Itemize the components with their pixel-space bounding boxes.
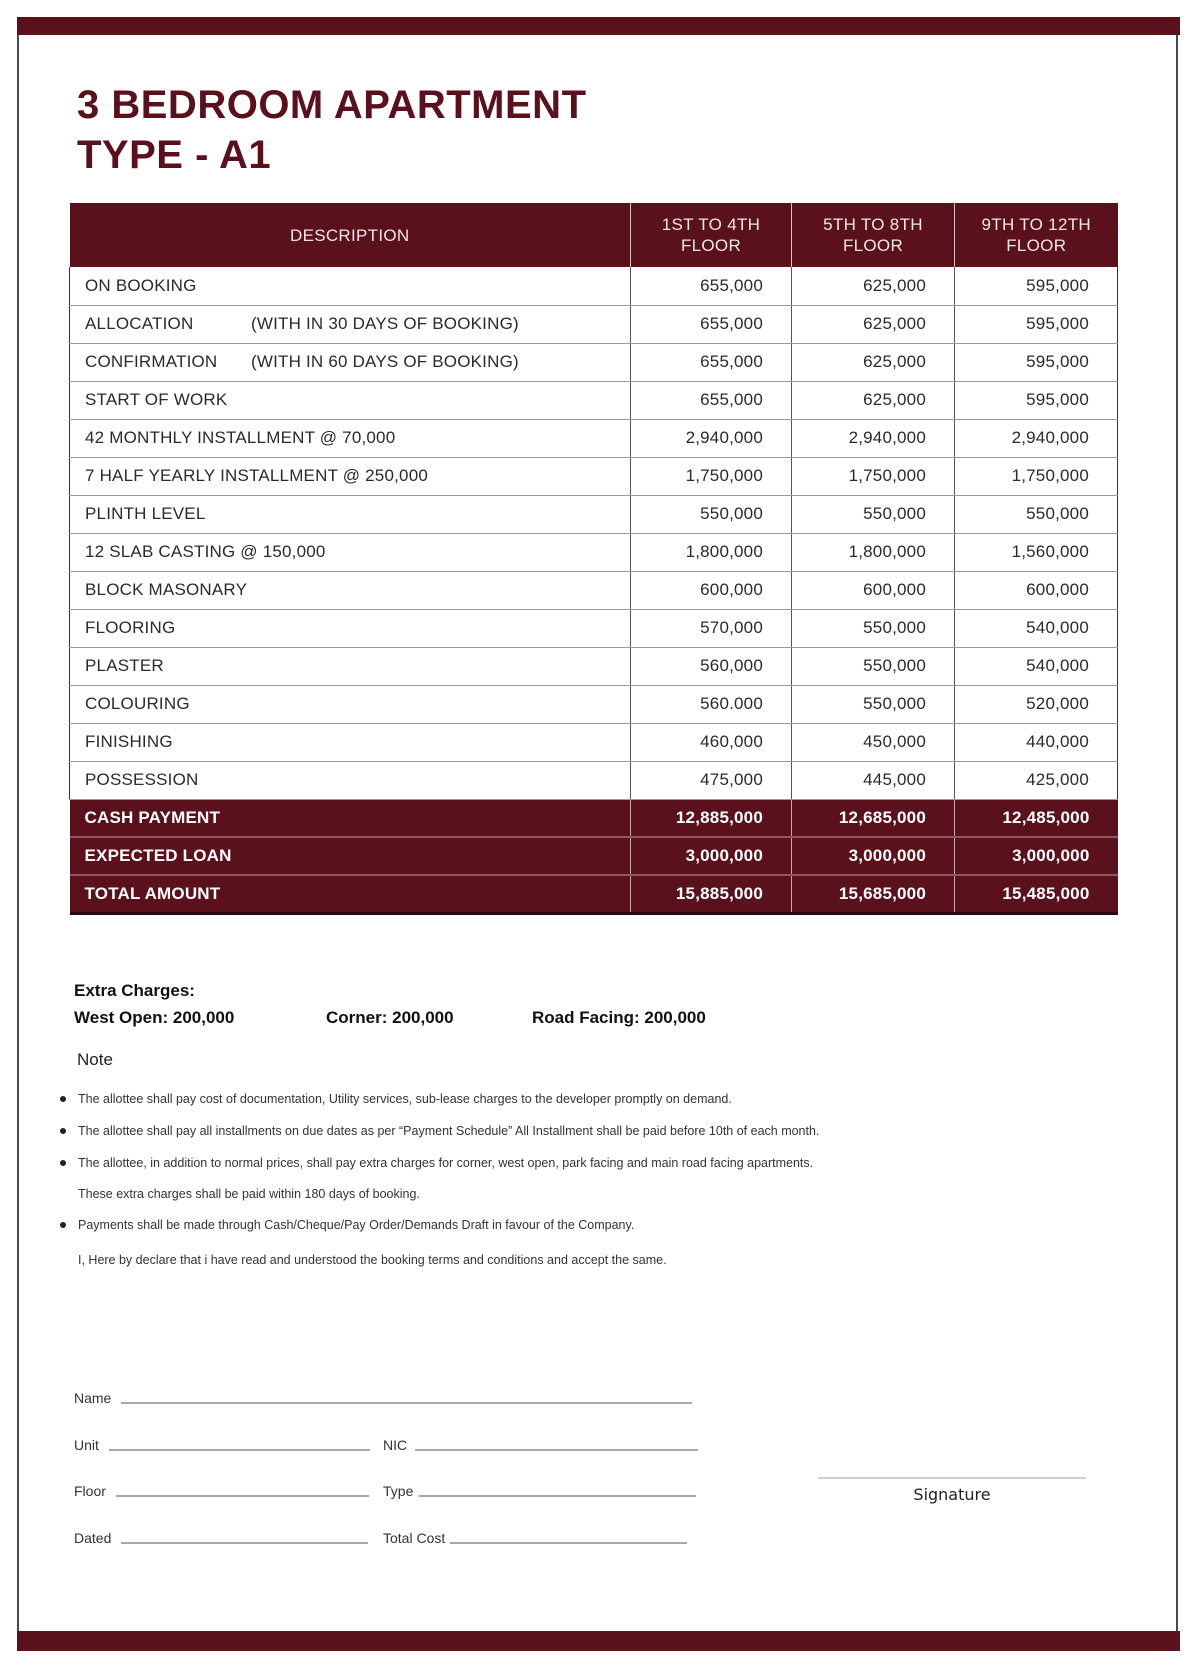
total-cost-field[interactable] (450, 1542, 687, 1544)
dated-field[interactable] (121, 1542, 368, 1544)
cell-floor-5-8: 445,000 (792, 761, 955, 799)
cell-floor-1-4: 475,000 (631, 761, 792, 799)
cell-floor-9-12: 440,000 (955, 723, 1118, 761)
cell-floor-9-12: 425,000 (955, 761, 1118, 799)
table-header-row (70, 203, 1118, 267)
cell-floor-1-4: 570,000 (631, 609, 792, 647)
top-accent-bar (17, 17, 1180, 35)
table-row (70, 267, 1118, 305)
form-row-name (74, 1389, 692, 1407)
header-floor-1-4 (631, 203, 792, 267)
table-row (70, 457, 1118, 495)
note-item (58, 1083, 819, 1115)
nic-field[interactable] (415, 1449, 698, 1451)
cell-floor-1-4: 600,000 (631, 571, 792, 609)
cell-floor-1-4: 655,000 (631, 381, 792, 419)
bullet-icon (60, 1160, 66, 1166)
cell-floor-9-12: 600,000 (955, 571, 1118, 609)
cell-floor-1-4: 460,000 (631, 723, 792, 761)
row-description (70, 267, 631, 305)
cell-floor-5-8: 450,000 (792, 723, 955, 761)
row-label: CONFIRMATION (85, 352, 218, 371)
extra-charges-heading: Extra Charges: (74, 981, 195, 1000)
form-row-type (383, 1482, 696, 1500)
row-description: COLOURING (70, 685, 631, 723)
cell-floor-1-4: 655,000 (631, 267, 792, 305)
cell-floor-1-4: 560.000 (631, 685, 792, 723)
table-row (70, 609, 1118, 647)
summary-floor-5-8: 12,685,000 (792, 799, 955, 837)
row-description: PLASTER (70, 647, 631, 685)
summary-label: CASH PAYMENT (70, 799, 631, 837)
cell-floor-9-12: 595,000 (955, 305, 1118, 343)
summary-floor-1-4: 15,885,000 (631, 875, 792, 913)
summary-label: TOTAL AMOUNT (70, 875, 631, 913)
row-description: FLOORING (70, 609, 631, 647)
note-text: Payments shall be made through Cash/Cheque/Pay Order/Demands Draft in favour of the Company. (78, 1218, 635, 1232)
type-label: Type (383, 1483, 414, 1499)
summary-floor-9-12: 15,485,000 (955, 875, 1118, 913)
cell-floor-5-8: 1,750,000 (792, 457, 955, 495)
cell-floor-1-4: 560,000 (631, 647, 792, 685)
note-text: The allottee, in addition to normal prices, shall pay extra charges for corner, west open, park facing and main road facing apartments. (78, 1156, 814, 1170)
table-row (70, 419, 1118, 457)
unit-field[interactable] (109, 1449, 370, 1451)
row-description: BLOCK MASONARY (70, 571, 631, 609)
note-item (58, 1147, 819, 1209)
summary-row-expected-loan (70, 837, 1118, 875)
cell-floor-9-12: 595,000 (955, 343, 1118, 381)
type-field[interactable] (419, 1495, 696, 1497)
table-row (70, 533, 1118, 571)
summary-row-cash-payment (70, 799, 1118, 837)
bottom-accent-bar (17, 1631, 1180, 1651)
floor-label: Floor (74, 1483, 106, 1499)
row-description: 7 HALF YEARLY INSTALLMENT @ 250,000 (70, 457, 631, 495)
summary-floor-1-4: 12,885,000 (631, 799, 792, 837)
cell-floor-9-12: 1,560,000 (955, 533, 1118, 571)
summary-floor-5-8: 15,685,000 (792, 875, 955, 913)
header-floor-5-8-line1: 5TH TO 8TH (823, 215, 923, 234)
row-description: PLINTH LEVEL (70, 495, 631, 533)
row-description: FINISHING (70, 723, 631, 761)
cell-floor-5-8: 1,800,000 (792, 533, 955, 571)
total-cost-label: Total Cost (383, 1530, 446, 1546)
floor-field[interactable] (116, 1495, 369, 1497)
table-row (70, 571, 1118, 609)
cell-floor-1-4: 655,000 (631, 343, 792, 381)
note-item (58, 1115, 819, 1147)
name-label: Name (74, 1390, 112, 1406)
summary-floor-9-12: 12,485,000 (955, 799, 1118, 837)
cell-floor-9-12: 550,000 (955, 495, 1118, 533)
note-continuation: These extra charges shall be paid within 180 days of booking. (78, 1187, 420, 1201)
cell-floor-5-8: 550,000 (792, 647, 955, 685)
table-row (70, 343, 1118, 381)
cell-floor-5-8: 625,000 (792, 267, 955, 305)
row-description (70, 343, 631, 381)
cell-floor-1-4: 1,800,000 (631, 533, 792, 571)
form-row-unit (74, 1436, 370, 1454)
row-description: POSSESSION (70, 761, 631, 799)
extra-charges-values (74, 1004, 706, 1032)
cell-floor-1-4: 655,000 (631, 305, 792, 343)
header-floor-9-12-line1: 9TH TO 12TH (981, 215, 1091, 234)
header-floor-5-8 (792, 203, 955, 267)
cell-floor-5-8: 625,000 (792, 305, 955, 343)
note-text: The allottee shall pay cost of documentation, Utility services, sub-lease charges to the developer promptly on demand. (78, 1092, 732, 1106)
row-note: (WITH IN 30 DAYS OF BOOKING) (251, 314, 519, 333)
cell-floor-9-12: 520,000 (955, 685, 1118, 723)
payment-schedule-table (69, 203, 1118, 915)
row-description: 12 SLAB CASTING @ 150,000 (70, 533, 631, 571)
bullet-icon (60, 1222, 66, 1228)
summary-row-total-amount (70, 875, 1118, 913)
row-description: START OF WORK (70, 381, 631, 419)
extra-charge-corner: Corner: 200,000 (326, 1008, 454, 1027)
header-description: DESCRIPTION (70, 203, 631, 267)
bullet-icon (60, 1128, 66, 1134)
cell-floor-5-8: 2,940,000 (792, 419, 955, 457)
cell-floor-9-12: 595,000 (955, 381, 1118, 419)
summary-label: EXPECTED LOAN (70, 837, 631, 875)
title-line-1: 3 BEDROOM APARTMENT (77, 83, 587, 127)
extra-charge-road-facing: Road Facing: 200,000 (532, 1008, 706, 1027)
cell-floor-1-4: 550,000 (631, 495, 792, 533)
note-item (58, 1209, 819, 1241)
table-row (70, 305, 1118, 343)
form-row-dated (74, 1529, 368, 1547)
signature-field[interactable] (818, 1477, 1086, 1479)
cell-floor-5-8: 550,000 (792, 685, 955, 723)
row-label: ALLOCATION (85, 314, 194, 333)
declaration-text: I, Here by declare that i have read and understood the booking terms and conditions and accept the same. (78, 1253, 667, 1267)
cell-floor-5-8: 625,000 (792, 343, 955, 381)
summary-floor-1-4: 3,000,000 (631, 837, 792, 875)
nic-label: NIC (383, 1437, 408, 1453)
summary-floor-9-12: 3,000,000 (955, 837, 1118, 875)
extra-charge-west-open: West Open: 200,000 (74, 1008, 235, 1027)
summary-floor-5-8: 3,000,000 (792, 837, 955, 875)
cell-floor-1-4: 2,940,000 (631, 419, 792, 457)
cell-floor-5-8: 550,000 (792, 495, 955, 533)
page-title (77, 80, 587, 180)
row-description (70, 305, 631, 343)
cell-floor-9-12: 540,000 (955, 609, 1118, 647)
title-line-2: TYPE - A1 (77, 133, 272, 177)
cell-floor-9-12: 595,000 (955, 267, 1118, 305)
dated-label: Dated (74, 1530, 112, 1546)
header-floor-5-8-line2: FLOOR (842, 236, 904, 255)
form-row-total-cost (383, 1529, 687, 1547)
table-row (70, 495, 1118, 533)
row-description: 42 MONTHLY INSTALLMENT @ 70,000 (70, 419, 631, 457)
header-floor-9-12 (955, 203, 1118, 267)
cell-floor-1-4: 1,750,000 (631, 457, 792, 495)
note-title: Note (77, 1050, 113, 1069)
cell-floor-9-12: 2,940,000 (955, 419, 1118, 457)
table-row (70, 647, 1118, 685)
extra-charges (74, 978, 706, 1032)
table-row (70, 381, 1118, 419)
name-field[interactable] (121, 1402, 692, 1404)
row-note: (WITH IN 60 DAYS OF BOOKING) (251, 352, 519, 371)
table-row (70, 685, 1118, 723)
form-row-nic (383, 1436, 698, 1454)
cell-floor-5-8: 625,000 (792, 381, 955, 419)
notes-list (58, 1083, 819, 1241)
cell-floor-9-12: 1,750,000 (955, 457, 1118, 495)
bullet-icon (60, 1096, 66, 1102)
cell-floor-5-8: 600,000 (792, 571, 955, 609)
unit-label: Unit (74, 1437, 99, 1453)
header-floor-1-4-line1: 1ST TO 4TH (661, 215, 761, 234)
signature-label: Signature (913, 1485, 991, 1504)
table-row (70, 723, 1118, 761)
table-row (70, 761, 1118, 799)
header-floor-9-12-line2: FLOOR (1006, 236, 1067, 255)
form-row-floor (74, 1482, 369, 1500)
header-floor-1-4-line2: FLOOR (680, 236, 742, 255)
note-text: The allottee shall pay all installments on due dates as per “Payment Schedule” All Installment shall be paid before 10th of each month. (78, 1124, 820, 1138)
cell-floor-5-8: 550,000 (792, 609, 955, 647)
cell-floor-9-12: 540,000 (955, 647, 1118, 685)
row-label: ON BOOKING (85, 275, 197, 295)
